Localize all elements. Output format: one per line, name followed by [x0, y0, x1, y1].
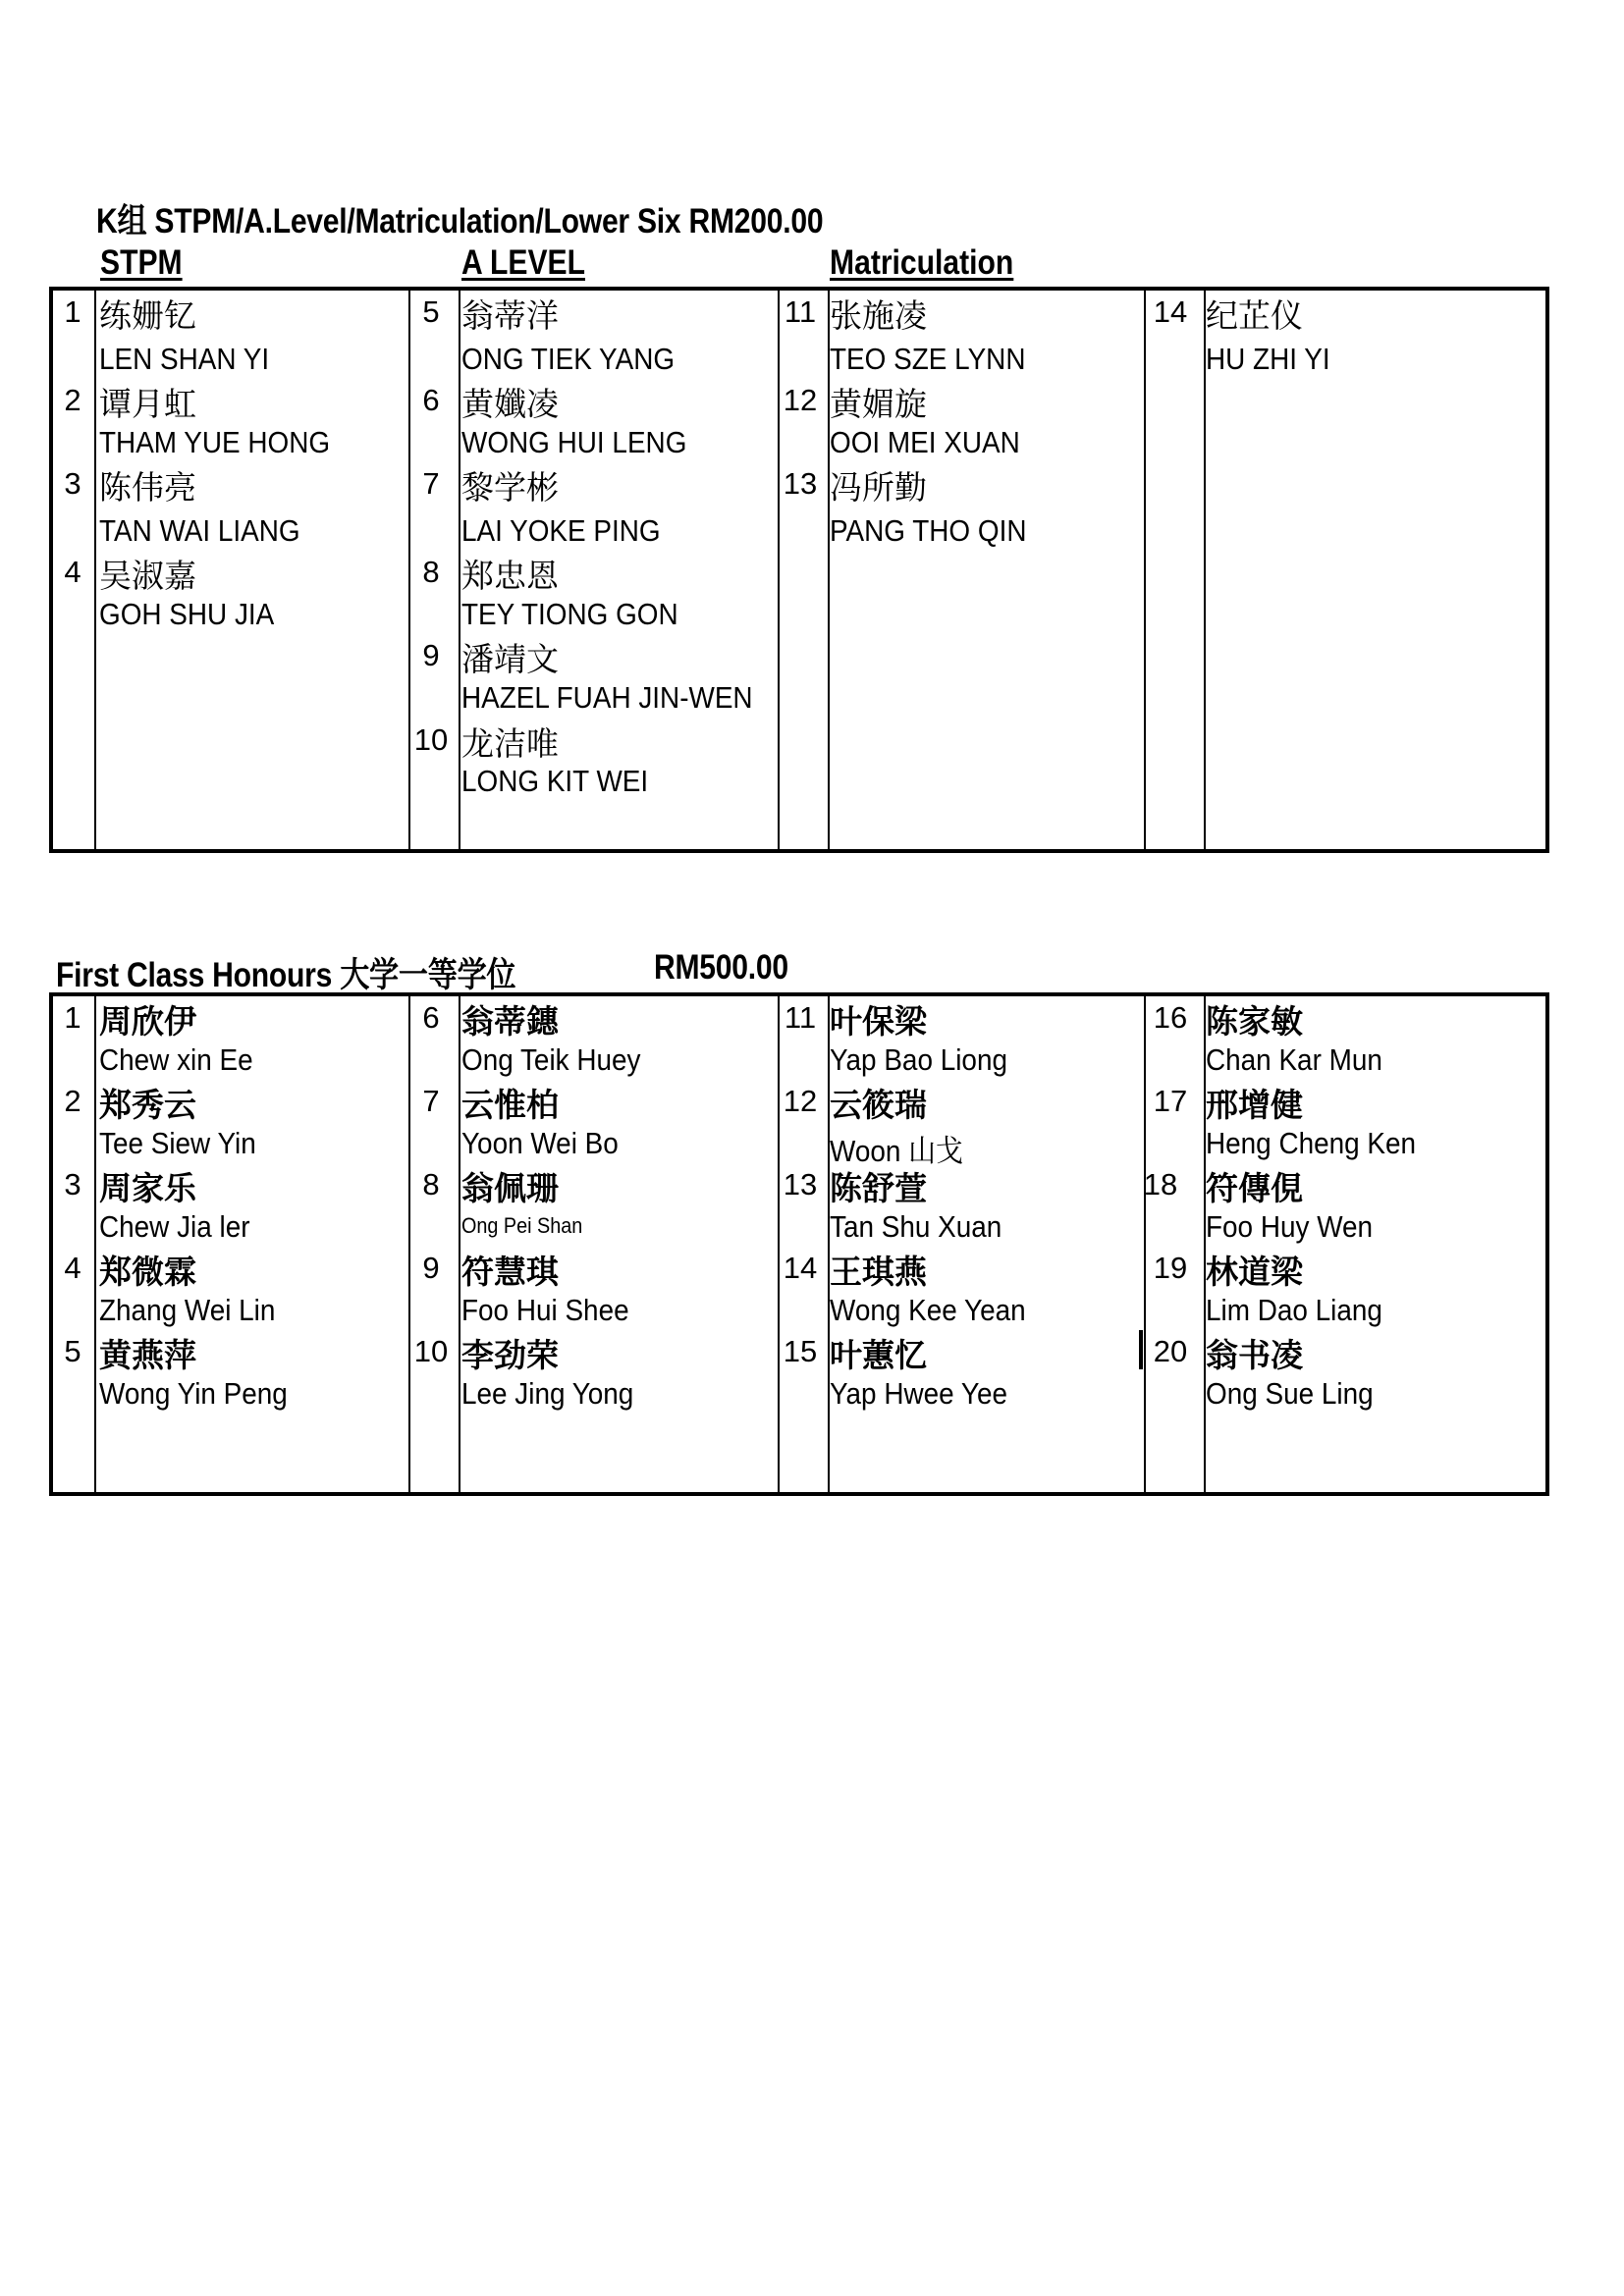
entry-number: 12: [783, 383, 818, 417]
chinese-name: 郑秀云: [99, 1086, 196, 1124]
english-name: Ong Teik Huey: [461, 1042, 641, 1077]
chinese-name: 黄孅凌: [461, 385, 559, 423]
english-name: Yoon Wei Bo: [461, 1126, 619, 1160]
chinese-name: 黄媚旋: [830, 385, 927, 423]
chinese-name: 潘靖文: [461, 640, 559, 678]
entry-number: 7: [422, 1084, 440, 1118]
chinese-name: 张施凌: [830, 296, 927, 335]
chinese-name: 翁佩珊: [461, 1169, 559, 1207]
chinese-name: 黎学彬: [461, 468, 559, 507]
entry-number: 7: [422, 466, 440, 501]
entry-number: 2: [64, 383, 81, 417]
entry-number: 11: [784, 1000, 817, 1035]
english-name: Yap Hwee Yee: [830, 1376, 1007, 1411]
column-heading-stpm: STPM: [100, 243, 183, 282]
chinese-name: 谭月虹: [99, 385, 196, 423]
chinese-name: 符傳俔: [1206, 1169, 1303, 1207]
column-heading-a-level: A LEVEL: [461, 243, 585, 282]
entry-number: 10: [413, 1334, 449, 1368]
chinese-name: 叶蕙忆: [830, 1336, 927, 1374]
chinese-name: 郑忠恩: [461, 557, 559, 595]
entry-number: 11: [784, 294, 817, 329]
english-name: THAM YUE HONG: [99, 425, 331, 459]
english-name: Heng Cheng Ken: [1206, 1126, 1417, 1160]
entry-number: 5: [64, 1334, 81, 1368]
english-name: Wong Yin Peng: [99, 1376, 288, 1411]
english-name: Chew xin Ee: [99, 1042, 253, 1077]
english-name: Woon 山戈: [830, 1134, 963, 1168]
chinese-name: 郑微霖: [99, 1253, 196, 1291]
entry-number: 13: [783, 1167, 818, 1201]
chinese-name: 王琪燕: [830, 1253, 927, 1291]
chinese-name: 吴淑嘉: [99, 557, 196, 595]
entry-number: 4: [64, 1251, 81, 1285]
chinese-name: 翁蒂洋: [461, 296, 559, 335]
entry-number: 8: [422, 555, 440, 589]
english-name: Chew Jia ler: [99, 1209, 250, 1244]
english-name: Tan Shu Xuan: [830, 1209, 1002, 1244]
entry-number: 13: [783, 466, 818, 501]
english-name: HU ZHI YI: [1206, 342, 1330, 376]
english-name: TEY TIONG GON: [461, 597, 678, 631]
english-name: HAZEL FUAH JIN-WEN: [461, 680, 753, 715]
english-name: PANG THO QIN: [830, 513, 1027, 548]
chinese-name: 练姗钇: [99, 296, 196, 335]
english-name: Foo Huy Wen: [1206, 1209, 1374, 1244]
section-honours-amount: RM500.00: [654, 948, 788, 987]
english-name: LEN SHAN YI: [99, 342, 270, 376]
column-heading-matriculation: Matriculation: [830, 243, 1014, 282]
entry-number: 18: [1143, 1167, 1178, 1201]
english-name: TAN WAI LIANG: [99, 513, 300, 548]
chinese-name: 翁蒂鏸: [461, 1002, 559, 1041]
entry-number: 12: [783, 1084, 818, 1118]
chinese-name: 陈舒萱: [830, 1169, 927, 1207]
section-honours-title: First Class Honours 大学一等学位: [56, 956, 516, 994]
chinese-name: 翁书凌: [1206, 1336, 1303, 1374]
english-name: Yap Bao Liong: [830, 1042, 1007, 1077]
entry-number: 2: [64, 1084, 81, 1118]
entry-number: 9: [422, 638, 440, 672]
entry-number: 4: [64, 555, 81, 589]
chinese-name: 周家乐: [99, 1169, 196, 1207]
english-name: Foo Hui Shee: [461, 1293, 629, 1327]
english-name: WONG HUI LENG: [461, 425, 687, 459]
chinese-name: 云筱瑞: [830, 1086, 927, 1124]
entry-number: 10: [413, 722, 449, 757]
english-name: Wong Kee Yean: [830, 1293, 1026, 1327]
chinese-name: 陈家敏: [1206, 1002, 1303, 1041]
entry-number: 6: [422, 1000, 440, 1035]
chinese-name: 云惟柏: [461, 1086, 559, 1124]
english-name: ONG TIEK YANG: [461, 342, 676, 376]
chinese-name: 符慧琪: [461, 1253, 559, 1291]
english-name: Ong Pei Shan: [461, 1213, 583, 1238]
english-name: TEO SZE LYNN: [830, 342, 1026, 376]
entry-number: 20: [1153, 1334, 1188, 1368]
english-name: Lee Jing Yong: [461, 1376, 634, 1411]
entry-number: 8: [422, 1167, 440, 1201]
chinese-name: 冯所勤: [830, 468, 927, 507]
english-name: Lim Dao Liang: [1206, 1293, 1382, 1327]
entry-number: 17: [1153, 1084, 1188, 1118]
entry-number: 3: [64, 1167, 81, 1201]
chinese-name: 龙洁唯: [461, 724, 559, 763]
chinese-name: 邢增健: [1206, 1086, 1303, 1124]
entry-number: 6: [422, 383, 440, 417]
entry-number: 9: [422, 1251, 440, 1285]
entry-number: 14: [783, 1251, 818, 1285]
english-name: LAI YOKE PING: [461, 513, 661, 548]
chinese-name: 陈伟亮: [99, 468, 196, 507]
section-k-title: K组 STPM/A.Level/Matriculation/Lower Six RM200.00: [96, 202, 824, 240]
entry-number: 1: [64, 1000, 81, 1035]
english-name: LONG KIT WEI: [461, 764, 649, 798]
english-name: Chan Kar Mun: [1206, 1042, 1382, 1077]
chinese-name: 叶保梁: [830, 1002, 927, 1041]
chinese-name: 林道梁: [1206, 1253, 1303, 1291]
english-name: OOI MEI XUAN: [830, 425, 1020, 459]
english-name: GOH SHU JIA: [99, 597, 275, 631]
chinese-name: 纪芷仪: [1206, 296, 1303, 335]
entry-number: 5: [422, 294, 440, 329]
english-name: Ong Sue Ling: [1206, 1376, 1374, 1411]
english-name: Tee Siew Yin: [99, 1126, 256, 1160]
english-name: Zhang Wei Lin: [99, 1293, 276, 1327]
chinese-name: 李劲荣: [461, 1336, 559, 1374]
entry-number: 16: [1153, 1000, 1188, 1035]
chinese-name: 黄燕萍: [99, 1336, 196, 1374]
entry-number: 3: [64, 466, 81, 501]
entry-number: 1: [64, 294, 81, 329]
entry-number: 15: [783, 1334, 818, 1368]
entry-number: 14: [1153, 294, 1188, 329]
entry-number: 19: [1153, 1251, 1188, 1285]
chinese-name: 周欣伊: [99, 1002, 196, 1041]
